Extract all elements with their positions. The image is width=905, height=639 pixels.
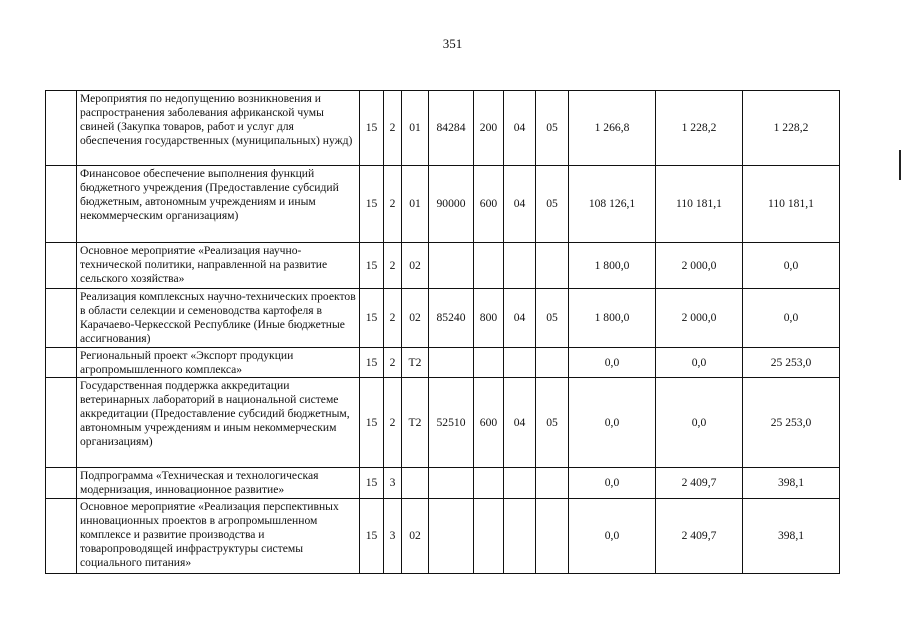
main-event-cell: T2 — [402, 378, 429, 468]
subsection-cell: 05 — [536, 378, 569, 468]
year3-cell: 398,1 — [743, 499, 840, 574]
year3-cell: 1 228,2 — [743, 91, 840, 166]
direction-cell — [429, 499, 474, 574]
direction-cell: 52510 — [429, 378, 474, 468]
row-blank-cell — [46, 378, 77, 468]
direction-cell: 84284 — [429, 91, 474, 166]
subprogram-cell: 2 — [384, 166, 402, 243]
subsection-cell — [536, 348, 569, 378]
section-cell: 04 — [504, 91, 536, 166]
expense-type-cell — [474, 243, 504, 289]
year1-cell: 0,0 — [569, 348, 656, 378]
subsection-cell: 05 — [536, 91, 569, 166]
year2-cell: 0,0 — [656, 378, 743, 468]
program-cell: 15 — [360, 243, 384, 289]
year3-cell: 25 253,0 — [743, 378, 840, 468]
expense-type-cell: 200 — [474, 91, 504, 166]
expense-type-cell: 600 — [474, 166, 504, 243]
direction-cell: 90000 — [429, 166, 474, 243]
description-cell: Основное мероприятие «Реализация перспективных инновационных проектов в агропромышленном комплексе и развитие производства и товаропроводящей инфраструктуры системы социального питания» — [77, 499, 360, 574]
subsection-cell — [536, 499, 569, 574]
section-cell: 04 — [504, 166, 536, 243]
year3-cell: 25 253,0 — [743, 348, 840, 378]
section-cell — [504, 499, 536, 574]
year1-cell: 108 126,1 — [569, 166, 656, 243]
table-body — [46, 91, 840, 574]
program-cell: 15 — [360, 378, 384, 468]
description-cell: Основное мероприятие «Реализация научно-технической политики, направленной на развитие сельского хозяйства» — [77, 243, 360, 289]
direction-cell — [429, 468, 474, 499]
year3-cell: 398,1 — [743, 468, 840, 499]
direction-cell — [429, 348, 474, 378]
subprogram-cell: 3 — [384, 468, 402, 499]
row-blank-cell — [46, 499, 77, 574]
year1-cell: 1 800,0 — [569, 289, 656, 348]
subsection-cell: 05 — [536, 166, 569, 243]
main-event-cell: 02 — [402, 499, 429, 574]
subprogram-cell: 2 — [384, 91, 402, 166]
year3-cell: 110 181,1 — [743, 166, 840, 243]
table-row — [46, 243, 840, 289]
subsection-cell: 05 — [536, 289, 569, 348]
section-cell: 04 — [504, 378, 536, 468]
year1-cell: 0,0 — [569, 468, 656, 499]
main-event-cell: 01 — [402, 91, 429, 166]
row-blank-cell — [46, 166, 77, 243]
description-cell: Региональный проект «Экспорт продукции агропромышленного комплекса» — [77, 348, 360, 378]
table-row — [46, 468, 840, 499]
table-row — [46, 166, 840, 243]
year1-cell: 1 800,0 — [569, 243, 656, 289]
table-row — [46, 289, 840, 348]
year2-cell: 2 000,0 — [656, 243, 743, 289]
subprogram-cell: 3 — [384, 499, 402, 574]
direction-cell: 85240 — [429, 289, 474, 348]
subprogram-cell: 2 — [384, 348, 402, 378]
program-cell: 15 — [360, 499, 384, 574]
section-cell — [504, 468, 536, 499]
table-row — [46, 378, 840, 468]
year3-cell: 0,0 — [743, 243, 840, 289]
row-blank-cell — [46, 91, 77, 166]
description-cell: Мероприятия по недопущению возникновения и распространения заболевания африканской чумы свиней (Закупка товаров, работ и услуг для обеспечения государственных (муниципальных) нужд) — [77, 91, 360, 166]
subprogram-cell: 2 — [384, 289, 402, 348]
scan-margin-line — [899, 150, 901, 180]
year1-cell: 1 266,8 — [569, 91, 656, 166]
main-event-cell: T2 — [402, 348, 429, 378]
row-blank-cell — [46, 243, 77, 289]
section-cell — [504, 243, 536, 289]
expense-type-cell — [474, 468, 504, 499]
expense-type-cell: 800 — [474, 289, 504, 348]
year2-cell: 2 409,7 — [656, 499, 743, 574]
section-cell — [504, 348, 536, 378]
page-number: 351 — [442, 36, 463, 51]
year2-cell: 2 000,0 — [656, 289, 743, 348]
program-cell: 15 — [360, 289, 384, 348]
program-cell: 15 — [360, 166, 384, 243]
table-row — [46, 91, 840, 166]
row-blank-cell — [46, 468, 77, 499]
main-event-cell: 02 — [402, 243, 429, 289]
year2-cell: 1 228,2 — [656, 91, 743, 166]
program-cell: 15 — [360, 91, 384, 166]
year2-cell: 0,0 — [656, 348, 743, 378]
main-event-cell — [402, 468, 429, 499]
direction-cell — [429, 243, 474, 289]
description-cell: Финансовое обеспечение выполнения функций бюджетного учреждения (Предоставление субсидий бюджетным, автономным учреждениям и иным некоммерческим организациям) — [77, 166, 360, 243]
subsection-cell — [536, 468, 569, 499]
program-cell: 15 — [360, 468, 384, 499]
expense-type-cell — [474, 499, 504, 574]
year2-cell: 2 409,7 — [656, 468, 743, 499]
budget-table — [45, 90, 840, 574]
description-cell: Подпрограмма «Техническая и технологическая модернизация, инновационное развитие» — [77, 468, 360, 499]
main-event-cell: 02 — [402, 289, 429, 348]
year1-cell: 0,0 — [569, 499, 656, 574]
year1-cell: 0,0 — [569, 378, 656, 468]
description-cell: Реализация комплексных научно-технических проектов в области селекции и семеноводства картофеля в Карачаево-Черкесской Республике (Иные бюджетные ассигнования) — [77, 289, 360, 348]
year2-cell: 110 181,1 — [656, 166, 743, 243]
row-blank-cell — [46, 289, 77, 348]
main-event-cell: 01 — [402, 166, 429, 243]
subprogram-cell: 2 — [384, 243, 402, 289]
section-cell: 04 — [504, 289, 536, 348]
row-blank-cell — [46, 348, 77, 378]
description-cell: Государственная поддержка аккредитации ветеринарных лабораторий в национальной системе аккредитации (Предоставление субсидий бюджетным, автономным учреждениям и иным некоммерческим организациям) — [77, 378, 360, 468]
program-cell: 15 — [360, 348, 384, 378]
table-row — [46, 499, 840, 574]
table-row — [46, 348, 840, 378]
year3-cell: 0,0 — [743, 289, 840, 348]
subprogram-cell: 2 — [384, 378, 402, 468]
expense-type-cell: 600 — [474, 378, 504, 468]
subsection-cell — [536, 243, 569, 289]
expense-type-cell — [474, 348, 504, 378]
